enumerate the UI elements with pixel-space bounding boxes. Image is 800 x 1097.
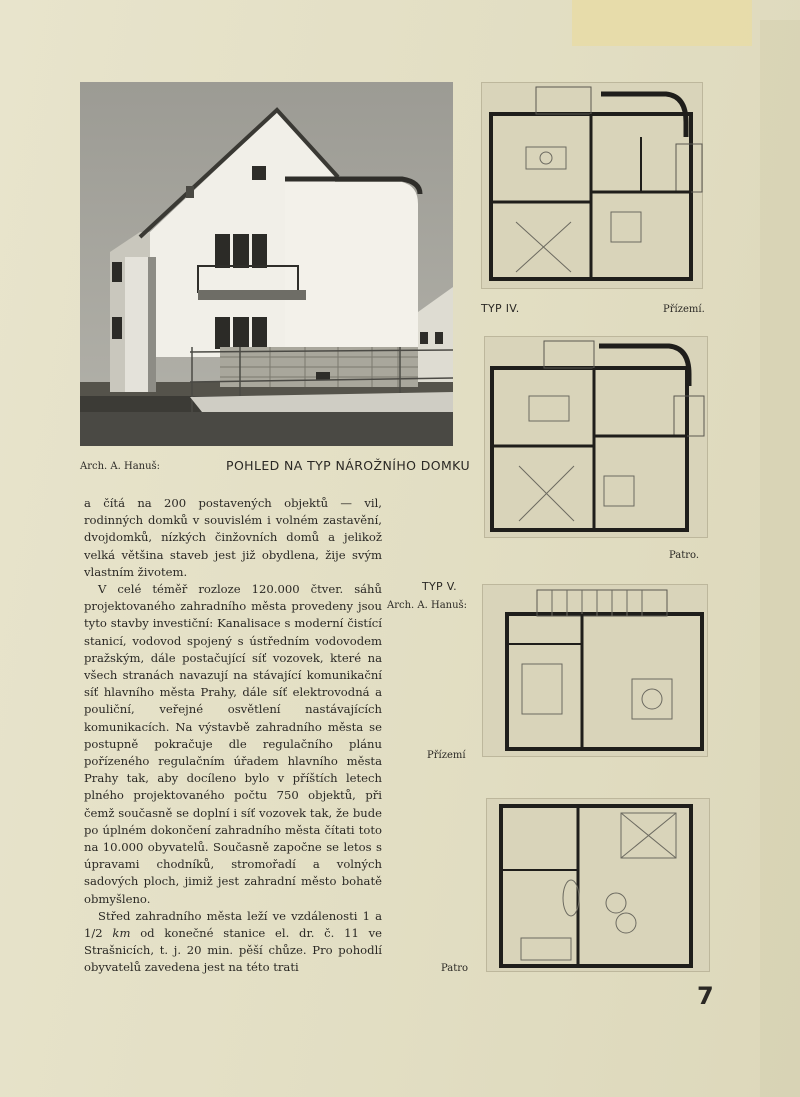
label-typ-iv: TYP IV. bbox=[481, 302, 520, 315]
paragraph-3-start: Střed zahradního města leží ve vzdálenosti 1 a bbox=[98, 908, 382, 923]
label-patro-iv: Patro. bbox=[669, 550, 700, 561]
floor-plan-typ-v-ground bbox=[482, 584, 708, 757]
floor-plan-typ-v-upper bbox=[486, 798, 710, 972]
photo-architect-caption: Arch. A. Hanuš: bbox=[80, 461, 161, 472]
label-typ-v: TYP V. bbox=[422, 580, 457, 593]
tape-strip bbox=[572, 0, 752, 46]
photo-title-caption: POHLED NA TYP NÁROŽNÍHO DOMKU bbox=[226, 458, 470, 473]
paragraph-3-end: od konečné stanice el. dr. č. 11 ve Strašnicích, t. j. 20 min. pěší chůze. Pro pohodlí obyvatelů zavedena jest na této trati bbox=[84, 926, 382, 975]
label-patro-v: Patro bbox=[441, 963, 469, 974]
paragraph-2: V celé téměř rozloze 120.000 čtver. sáhů projektovaného zahradního města provedeny jsou tyto stavby investiční: Kanalisace s moderní čistící stanicí, vodovod spojený s ústředním vodovodem pražským, dále postačující síť vozovek, které na všech stranách navazují na stávající komunikační síť hlavního města Prahy, dále síť elektrovodná a pouliční, veřejné osvětlení nastávajících komunikacích. Na výstavbě zahradního města se postupně pokračuje dle regulačního plánu pořízeného regulačním úřadem hlavního města Prahy tak, aby docíleno bylo v příštích letech plného projektovaného počtu 750 objektů, při čemž současně se doplní i síť vozovek tak, že bude po úplném dokončení zahradního města čítati toto na 10.000 obyvatelů. Současně započne se letos s úpravami chodníků, stromořadí a volných sadových ploch, jimiž jest zahradní město bohatě obmyšleno. bbox=[84, 582, 382, 906]
house-photo bbox=[80, 82, 453, 446]
label-prizemi-v: Přízemí bbox=[427, 750, 466, 761]
floor-plan-typ-iv-ground bbox=[481, 82, 703, 289]
distance-fraction: 1/2 bbox=[84, 926, 103, 941]
paragraph-1: a čítá na 200 postavených objektů — vil, rodinných domků v souvislém i volném zastavění, dvojdomků, nízkých činžovních domů a jelikož velká většina staveb jest již obydlena, žije svým vlastním životem. bbox=[84, 496, 382, 579]
distance-unit: km bbox=[112, 926, 131, 941]
page-edge bbox=[760, 20, 800, 1097]
article-text bbox=[84, 495, 382, 977]
paragraph-3 bbox=[84, 908, 382, 977]
label-prizemi-iv: Přízemí. bbox=[663, 304, 705, 315]
label-arch-v: Arch. A. Hanuš: bbox=[387, 600, 468, 611]
floor-plan-typ-iv-upper bbox=[484, 336, 708, 538]
page-number: 7 bbox=[697, 982, 714, 1010]
